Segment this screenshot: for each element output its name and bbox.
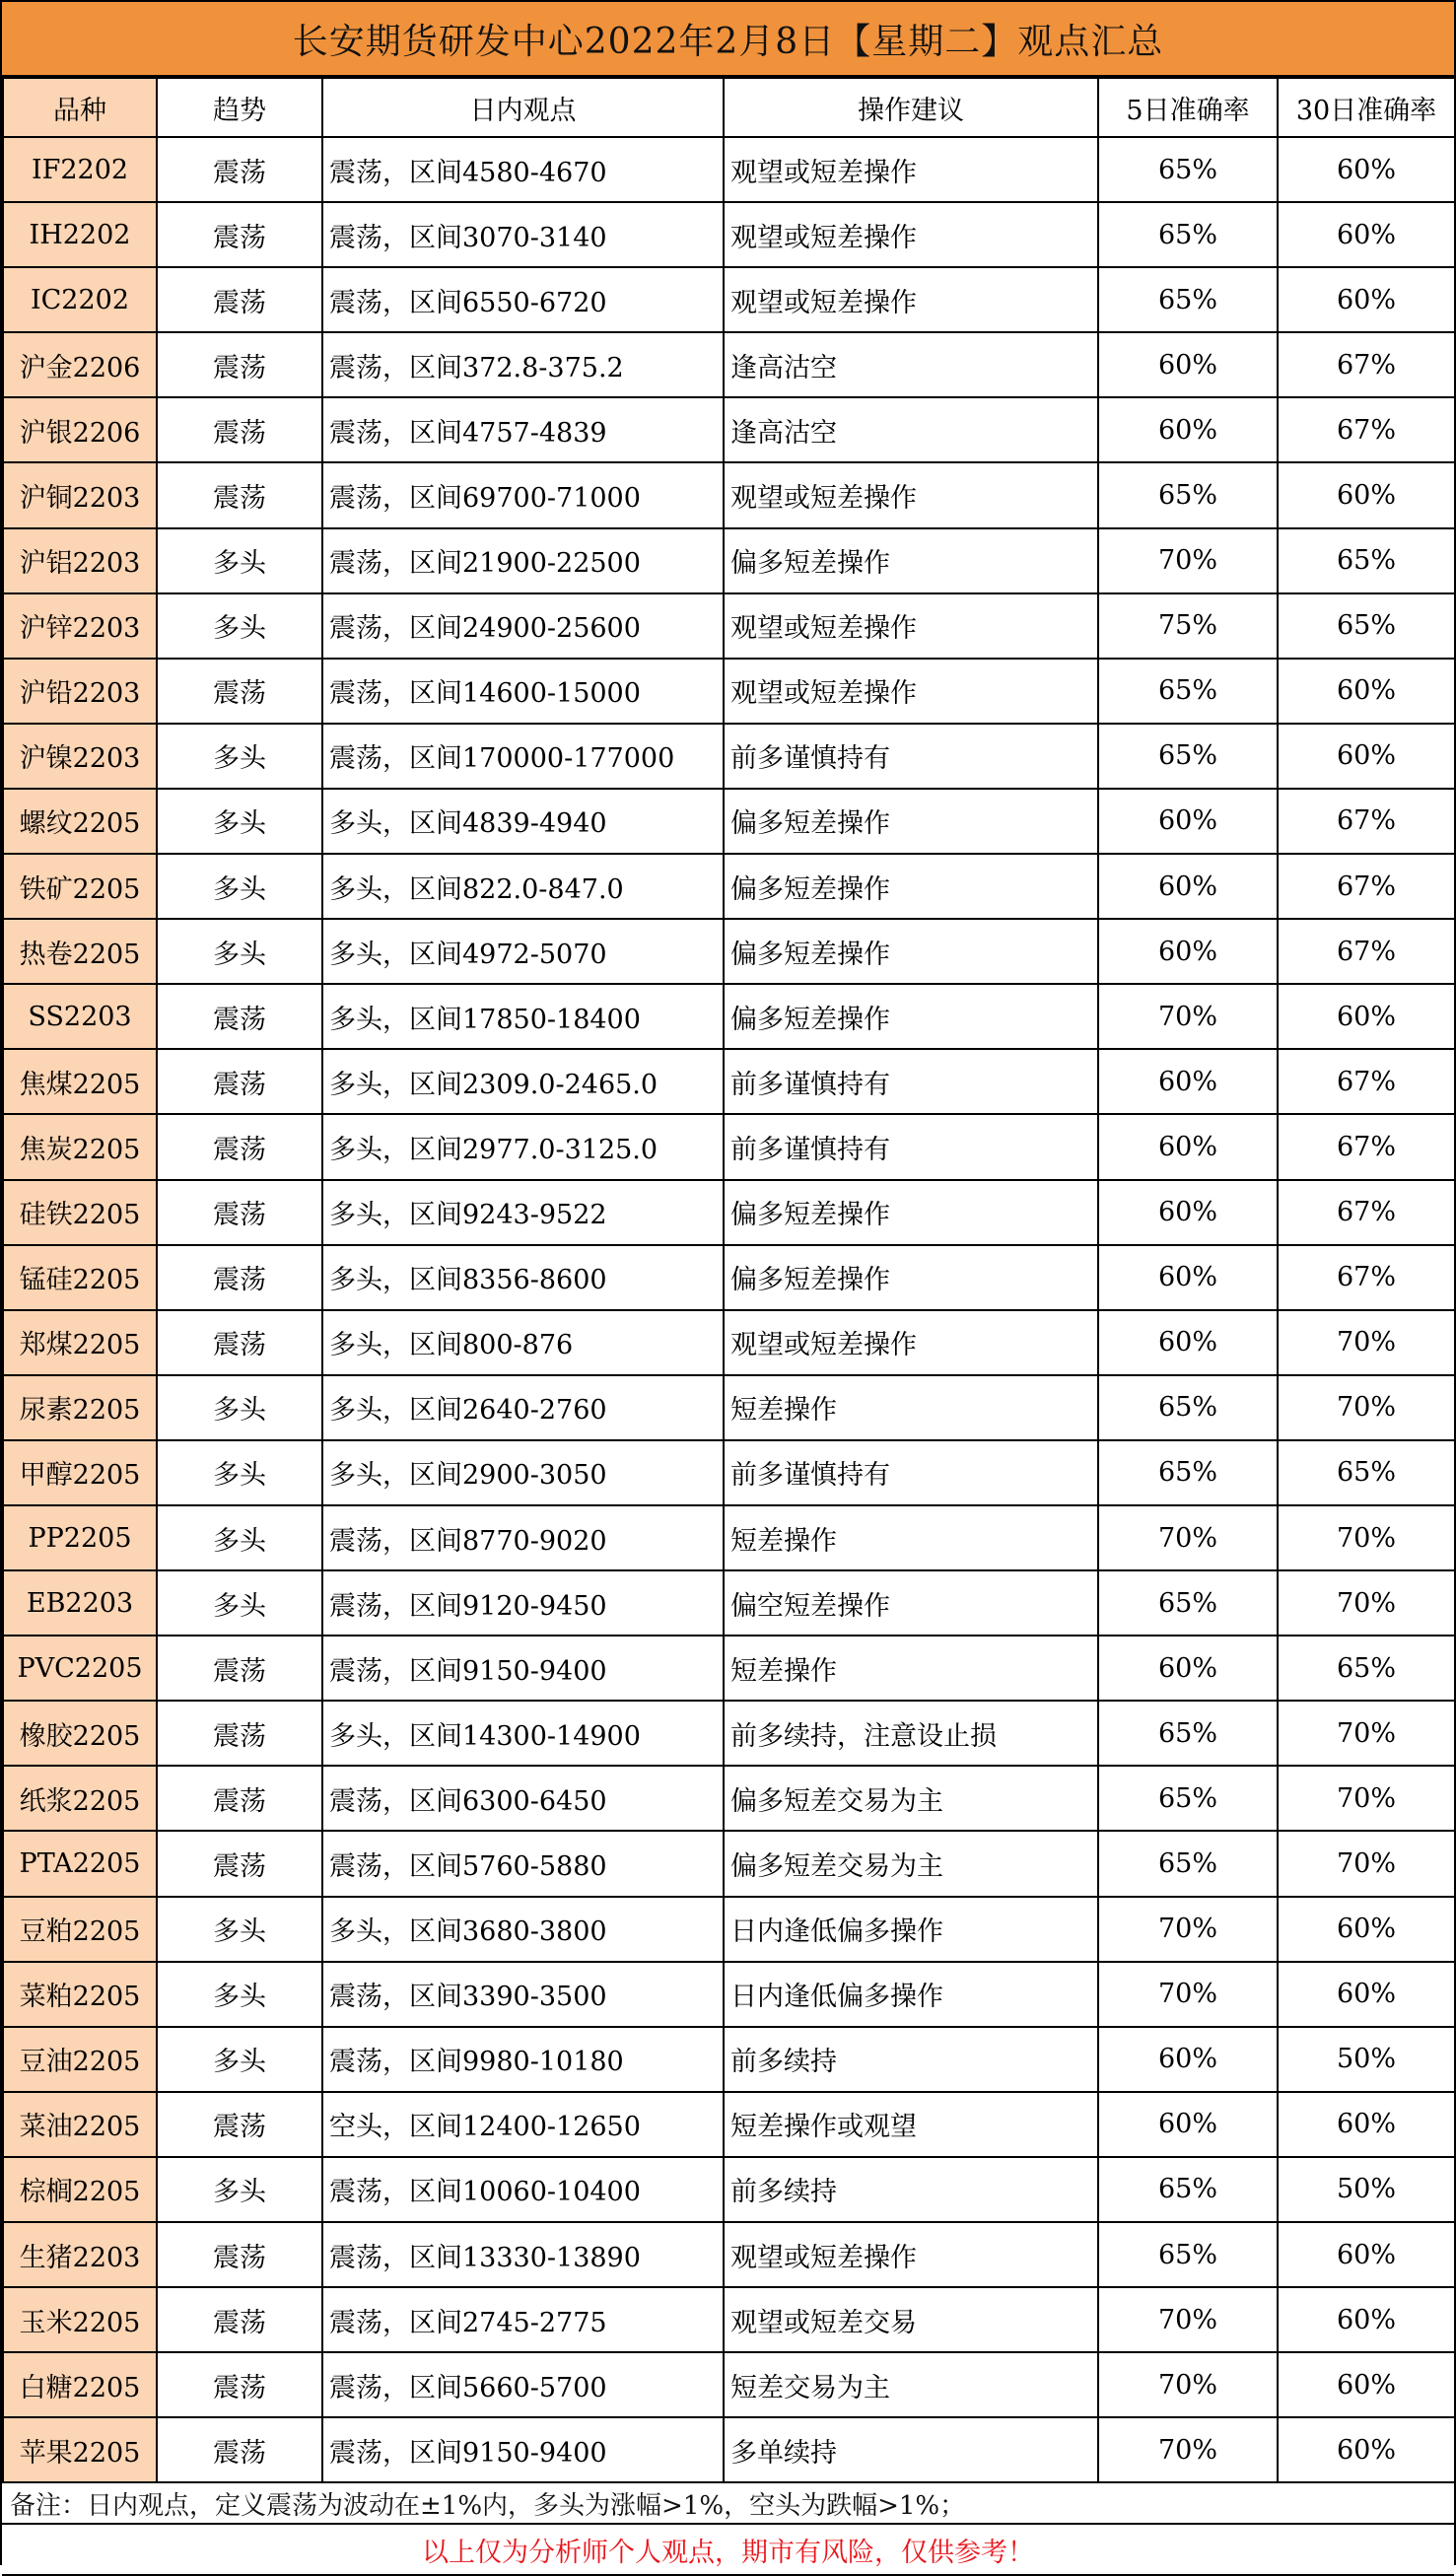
accuracy-30day-cell: 65% <box>1278 1440 1455 1505</box>
table-row <box>3 854 1455 919</box>
suggestion-cell: 日内逢低偏多操作 <box>724 1962 1098 2027</box>
variety-cell: 焦煤2205 <box>3 1049 157 1114</box>
variety-cell: 锰硅2205 <box>3 1245 157 1310</box>
suggestion-cell: 逢高沽空 <box>724 397 1098 462</box>
table-row <box>3 1570 1455 1636</box>
intraday-view-cell: 多头，区间2640-2760 <box>322 1375 724 1440</box>
trend-cell: 多头 <box>157 1505 322 1570</box>
footnote: 备注：日内观点，定义震荡为波动在±1%内，多头为涨幅>1%，空头为跌幅>1%； <box>2 2483 1454 2525</box>
trend-cell: 震荡 <box>157 332 322 397</box>
trend-cell: 多头 <box>157 593 322 659</box>
accuracy-30day-cell: 60% <box>1278 2222 1455 2287</box>
variety-cell: 沪铅2203 <box>3 659 157 724</box>
accuracy-5day-cell: 65% <box>1098 1701 1278 1766</box>
table-row <box>3 1310 1455 1375</box>
table-row <box>3 2092 1455 2157</box>
accuracy-5day-cell: 65% <box>1098 1440 1278 1505</box>
accuracy-30day-cell: 60% <box>1278 1962 1455 2027</box>
trend-cell: 震荡 <box>157 2352 322 2417</box>
table-row <box>3 659 1455 724</box>
trend-cell: 震荡 <box>157 984 322 1049</box>
trend-cell: 震荡 <box>157 1701 322 1766</box>
variety-cell: PP2205 <box>3 1505 157 1570</box>
trend-cell: 震荡 <box>157 397 322 462</box>
trend-cell: 震荡 <box>157 659 322 724</box>
variety-cell: 铁矿2205 <box>3 854 157 919</box>
trend-cell: 多头 <box>157 1962 322 2027</box>
intraday-view-cell: 震荡，区间8770-9020 <box>322 1505 724 1570</box>
suggestion-cell: 偏多短差操作 <box>724 789 1098 854</box>
suggestion-cell: 偏多短差交易为主 <box>724 1766 1098 1831</box>
intraday-view-cell: 震荡，区间9150-9400 <box>322 2417 724 2482</box>
variety-cell: 沪铝2203 <box>3 528 157 593</box>
trend-cell: 震荡 <box>157 1180 322 1245</box>
suggestion-cell: 偏多短差交易为主 <box>724 1831 1098 1896</box>
suggestion-cell: 偏多短差操作 <box>724 854 1098 919</box>
intraday-view-cell: 震荡，区间3390-3500 <box>322 1962 724 2027</box>
table-row <box>3 202 1455 267</box>
variety-cell: 沪金2206 <box>3 332 157 397</box>
intraday-view-cell: 多头，区间3680-3800 <box>322 1897 724 1962</box>
suggestion-cell: 偏多短差操作 <box>724 984 1098 1049</box>
accuracy-5day-cell: 70% <box>1098 1505 1278 1570</box>
risk-disclaimer: 以上仅为分析师个人观点，期市有风险，仅供参考！ <box>2 2525 1454 2576</box>
variety-cell: IH2202 <box>3 202 157 267</box>
intraday-view-cell: 震荡，区间9120-9450 <box>322 1570 724 1636</box>
intraday-view-cell: 空头，区间12400-12650 <box>322 2092 724 2157</box>
table-row <box>3 2287 1455 2352</box>
suggestion-cell: 观望或短差操作 <box>724 593 1098 659</box>
variety-cell: 郑煤2205 <box>3 1310 157 1375</box>
table-row <box>3 528 1455 593</box>
trend-cell: 多头 <box>157 854 322 919</box>
variety-cell: 生猪2203 <box>3 2222 157 2287</box>
intraday-view-cell: 震荡，区间10060-10400 <box>322 2157 724 2222</box>
table-row <box>3 2417 1455 2482</box>
variety-cell: 苹果2205 <box>3 2417 157 2482</box>
intraday-view-cell: 多头，区间8356-8600 <box>322 1245 724 1310</box>
intraday-view-cell: 震荡，区间13330-13890 <box>322 2222 724 2287</box>
accuracy-30day-cell: 65% <box>1278 1636 1455 1701</box>
accuracy-30day-cell: 67% <box>1278 397 1455 462</box>
table-row <box>3 1049 1455 1114</box>
header-variety: 品种 <box>3 78 157 137</box>
table-row <box>3 1505 1455 1570</box>
accuracy-5day-cell: 60% <box>1098 1180 1278 1245</box>
suggestion-cell: 日内逢低偏多操作 <box>724 1897 1098 1962</box>
accuracy-30day-cell: 70% <box>1278 1766 1455 1831</box>
intraday-view-cell: 震荡，区间2745-2775 <box>322 2287 724 2352</box>
accuracy-30day-cell: 60% <box>1278 984 1455 1049</box>
intraday-view-cell: 震荡，区间4580-4670 <box>322 137 724 202</box>
accuracy-30day-cell: 70% <box>1278 1505 1455 1570</box>
suggestion-cell: 偏多短差操作 <box>724 528 1098 593</box>
table-row <box>3 593 1455 659</box>
accuracy-5day-cell: 65% <box>1098 659 1278 724</box>
suggestion-cell: 短差交易为主 <box>724 2352 1098 2417</box>
table-row <box>3 267 1455 332</box>
table-row <box>3 2352 1455 2417</box>
accuracy-30day-cell: 70% <box>1278 1701 1455 1766</box>
suggestion-cell: 前多续持，注意设止损 <box>724 1701 1098 1766</box>
variety-cell: 尿素2205 <box>3 1375 157 1440</box>
accuracy-5day-cell: 60% <box>1098 854 1278 919</box>
accuracy-5day-cell: 70% <box>1098 1962 1278 2027</box>
table-row <box>3 1962 1455 2027</box>
intraday-view-cell: 震荡，区间9980-10180 <box>322 2027 724 2092</box>
trend-cell: 震荡 <box>157 202 322 267</box>
trend-cell: 多头 <box>157 1375 322 1440</box>
accuracy-5day-cell: 60% <box>1098 2027 1278 2092</box>
intraday-view-cell: 震荡，区间21900-22500 <box>322 528 724 593</box>
intraday-view-cell: 多头，区间2900-3050 <box>322 1440 724 1505</box>
intraday-view-cell: 震荡，区间69700-71000 <box>322 462 724 527</box>
accuracy-30day-cell: 60% <box>1278 2417 1455 2482</box>
variety-cell: 甲醇2205 <box>3 1440 157 1505</box>
intraday-view-cell: 震荡，区间6300-6450 <box>322 1766 724 1831</box>
accuracy-5day-cell: 70% <box>1098 984 1278 1049</box>
variety-cell: 沪银2206 <box>3 397 157 462</box>
accuracy-30day-cell: 70% <box>1278 1310 1455 1375</box>
trend-cell: 震荡 <box>157 267 322 332</box>
accuracy-5day-cell: 70% <box>1098 528 1278 593</box>
variety-cell: 螺纹2205 <box>3 789 157 854</box>
variety-cell: 沪锌2203 <box>3 593 157 659</box>
suggestion-cell: 前多谨慎持有 <box>724 1440 1098 1505</box>
intraday-view-cell: 震荡，区间170000-177000 <box>322 724 724 789</box>
trend-cell: 多头 <box>157 919 322 984</box>
intraday-view-cell: 多头，区间822.0-847.0 <box>322 854 724 919</box>
intraday-view-cell: 震荡，区间6550-6720 <box>322 267 724 332</box>
accuracy-5day-cell: 60% <box>1098 1636 1278 1701</box>
suggestion-cell: 观望或短差操作 <box>724 462 1098 527</box>
accuracy-5day-cell: 60% <box>1098 1049 1278 1114</box>
accuracy-30day-cell: 65% <box>1278 528 1455 593</box>
accuracy-5day-cell: 60% <box>1098 1245 1278 1310</box>
header-5day-accuracy: 5日准确率 <box>1098 78 1278 137</box>
intraday-view-cell: 多头，区间4972-5070 <box>322 919 724 984</box>
intraday-view-cell: 多头，区间9243-9522 <box>322 1180 724 1245</box>
header-row <box>3 78 1455 137</box>
intraday-view-cell: 震荡，区间4757-4839 <box>322 397 724 462</box>
trend-cell: 震荡 <box>157 2222 322 2287</box>
suggestion-cell: 短差操作 <box>724 1375 1098 1440</box>
accuracy-30day-cell: 60% <box>1278 202 1455 267</box>
table-row <box>3 724 1455 789</box>
accuracy-30day-cell: 65% <box>1278 593 1455 659</box>
intraday-view-cell: 震荡，区间372.8-375.2 <box>322 332 724 397</box>
accuracy-5day-cell: 60% <box>1098 2092 1278 2157</box>
accuracy-5day-cell: 65% <box>1098 267 1278 332</box>
trend-cell: 震荡 <box>157 2417 322 2482</box>
suggestion-cell: 逢高沽空 <box>724 332 1098 397</box>
trend-cell: 多头 <box>157 2157 322 2222</box>
trend-cell: 多头 <box>157 528 322 593</box>
trend-cell: 震荡 <box>157 2287 322 2352</box>
table-row <box>3 2027 1455 2092</box>
intraday-view-cell: 多头，区间2309.0-2465.0 <box>322 1049 724 1114</box>
variety-cell: 沪铜2203 <box>3 462 157 527</box>
accuracy-30day-cell: 67% <box>1278 854 1455 919</box>
table-row <box>3 2222 1455 2287</box>
table-row <box>3 2157 1455 2222</box>
suggestion-cell: 观望或短差交易 <box>724 2287 1098 2352</box>
suggestion-cell: 短差操作或观望 <box>724 2092 1098 2157</box>
suggestion-cell: 观望或短差操作 <box>724 267 1098 332</box>
accuracy-5day-cell: 65% <box>1098 1766 1278 1831</box>
variety-cell: 橡胶2205 <box>3 1701 157 1766</box>
table-row <box>3 1114 1455 1179</box>
accuracy-30day-cell: 67% <box>1278 919 1455 984</box>
table-row <box>3 1897 1455 1962</box>
suggestion-cell: 偏空短差操作 <box>724 1570 1098 1636</box>
variety-cell: IF2202 <box>3 137 157 202</box>
table-row <box>3 1440 1455 1505</box>
accuracy-5day-cell: 65% <box>1098 1375 1278 1440</box>
variety-cell: 玉米2205 <box>3 2287 157 2352</box>
trend-cell: 震荡 <box>157 2092 322 2157</box>
suggestion-cell: 前多谨慎持有 <box>724 1114 1098 1179</box>
trend-cell: 震荡 <box>157 462 322 527</box>
table-row <box>3 1180 1455 1245</box>
trend-cell: 多头 <box>157 1897 322 1962</box>
intraday-view-cell: 多头，区间17850-18400 <box>322 984 724 1049</box>
variety-cell: 棕榈2205 <box>3 2157 157 2222</box>
suggestion-cell: 观望或短差操作 <box>724 1310 1098 1375</box>
header-intraday-view: 日内观点 <box>322 78 724 137</box>
variety-cell: 纸浆2205 <box>3 1766 157 1831</box>
accuracy-30day-cell: 70% <box>1278 1831 1455 1896</box>
suggestion-cell: 观望或短差操作 <box>724 202 1098 267</box>
accuracy-5day-cell: 65% <box>1098 462 1278 527</box>
accuracy-5day-cell: 65% <box>1098 2157 1278 2222</box>
table-row <box>3 919 1455 984</box>
trend-cell: 震荡 <box>157 137 322 202</box>
accuracy-5day-cell: 65% <box>1098 202 1278 267</box>
accuracy-30day-cell: 60% <box>1278 724 1455 789</box>
suggestion-cell: 短差操作 <box>724 1636 1098 1701</box>
intraday-view-cell: 震荡，区间5660-5700 <box>322 2352 724 2417</box>
suggestion-cell: 前多谨慎持有 <box>724 724 1098 789</box>
table-row <box>3 1636 1455 1701</box>
trend-cell: 震荡 <box>157 1114 322 1179</box>
suggestion-cell: 偏多短差操作 <box>724 1245 1098 1310</box>
intraday-view-cell: 多头，区间4839-4940 <box>322 789 724 854</box>
trend-cell: 震荡 <box>157 1636 322 1701</box>
trend-cell: 多头 <box>157 2027 322 2092</box>
intraday-view-cell: 震荡，区间9150-9400 <box>322 1636 724 1701</box>
accuracy-30day-cell: 60% <box>1278 137 1455 202</box>
page-title: 长安期货研发中心2022年2月8日【星期二】观点汇总 <box>2 0 1454 77</box>
trend-cell: 震荡 <box>157 1766 322 1831</box>
accuracy-30day-cell: 50% <box>1278 2027 1455 2092</box>
variety-cell: 热卷2205 <box>3 919 157 984</box>
table-row <box>3 1375 1455 1440</box>
accuracy-30day-cell: 60% <box>1278 462 1455 527</box>
trend-cell: 震荡 <box>157 1049 322 1114</box>
accuracy-5day-cell: 70% <box>1098 2352 1278 2417</box>
accuracy-5day-cell: 65% <box>1098 2222 1278 2287</box>
accuracy-30day-cell: 67% <box>1278 1114 1455 1179</box>
table-row <box>3 1831 1455 1896</box>
suggestion-cell: 前多续持 <box>724 2027 1098 2092</box>
table-row <box>3 462 1455 527</box>
suggestion-cell: 偏多短差操作 <box>724 1180 1098 1245</box>
suggestion-cell: 观望或短差操作 <box>724 659 1098 724</box>
accuracy-5day-cell: 65% <box>1098 724 1278 789</box>
trend-cell: 多头 <box>157 724 322 789</box>
viewpoint-table <box>2 77 1456 2483</box>
intraday-view-cell: 震荡，区间5760-5880 <box>322 1831 724 1896</box>
table-row <box>3 332 1455 397</box>
accuracy-30day-cell: 67% <box>1278 1180 1455 1245</box>
suggestion-cell: 前多续持 <box>724 2157 1098 2222</box>
accuracy-5day-cell: 60% <box>1098 332 1278 397</box>
accuracy-5day-cell: 60% <box>1098 1114 1278 1179</box>
suggestion-cell: 短差操作 <box>724 1505 1098 1570</box>
variety-cell: SS2203 <box>3 984 157 1049</box>
accuracy-5day-cell: 65% <box>1098 137 1278 202</box>
suggestion-cell: 观望或短差操作 <box>724 137 1098 202</box>
accuracy-5day-cell: 65% <box>1098 1570 1278 1636</box>
accuracy-30day-cell: 70% <box>1278 1375 1455 1440</box>
header-30day-accuracy: 30日准确率 <box>1278 78 1455 137</box>
intraday-view-cell: 震荡，区间14600-15000 <box>322 659 724 724</box>
table-row <box>3 397 1455 462</box>
suggestion-cell: 偏多短差操作 <box>724 919 1098 984</box>
variety-cell: 沪镍2203 <box>3 724 157 789</box>
suggestion-cell: 前多谨慎持有 <box>724 1049 1098 1114</box>
accuracy-5day-cell: 60% <box>1098 919 1278 984</box>
trend-cell: 震荡 <box>157 1245 322 1310</box>
accuracy-30day-cell: 60% <box>1278 2352 1455 2417</box>
variety-cell: EB2203 <box>3 1570 157 1636</box>
intraday-view-cell: 多头，区间14300-14900 <box>322 1701 724 1766</box>
intraday-view-cell: 多头，区间800-876 <box>322 1310 724 1375</box>
accuracy-30day-cell: 67% <box>1278 789 1455 854</box>
variety-cell: IC2202 <box>3 267 157 332</box>
accuracy-30day-cell: 60% <box>1278 2287 1455 2352</box>
variety-cell: 菜油2205 <box>3 2092 157 2157</box>
suggestion-cell: 观望或短差操作 <box>724 2222 1098 2287</box>
accuracy-30day-cell: 67% <box>1278 1245 1455 1310</box>
accuracy-30day-cell: 50% <box>1278 2157 1455 2222</box>
accuracy-30day-cell: 70% <box>1278 1570 1455 1636</box>
suggestion-cell: 多单续持 <box>724 2417 1098 2482</box>
variety-cell: 白糖2205 <box>3 2352 157 2417</box>
accuracy-5day-cell: 60% <box>1098 397 1278 462</box>
variety-cell: 硅铁2205 <box>3 1180 157 1245</box>
table-row <box>3 789 1455 854</box>
accuracy-30day-cell: 60% <box>1278 1897 1455 1962</box>
trend-cell: 多头 <box>157 1570 322 1636</box>
header-trend: 趋势 <box>157 78 322 137</box>
trend-cell: 震荡 <box>157 1831 322 1896</box>
variety-cell: PVC2205 <box>3 1636 157 1701</box>
accuracy-5day-cell: 75% <box>1098 593 1278 659</box>
accuracy-30day-cell: 60% <box>1278 2092 1455 2157</box>
variety-cell: 菜粕2205 <box>3 1962 157 2027</box>
table-row <box>3 137 1455 202</box>
header-suggestion: 操作建议 <box>724 78 1098 137</box>
accuracy-30day-cell: 60% <box>1278 659 1455 724</box>
accuracy-5day-cell: 70% <box>1098 2287 1278 2352</box>
accuracy-5day-cell: 70% <box>1098 1897 1278 1962</box>
accuracy-30day-cell: 67% <box>1278 1049 1455 1114</box>
variety-cell: 焦炭2205 <box>3 1114 157 1179</box>
trend-cell: 震荡 <box>157 1310 322 1375</box>
accuracy-5day-cell: 60% <box>1098 789 1278 854</box>
intraday-view-cell: 震荡，区间24900-25600 <box>322 593 724 659</box>
accuracy-5day-cell: 65% <box>1098 1831 1278 1896</box>
variety-cell: PTA2205 <box>3 1831 157 1896</box>
accuracy-5day-cell: 70% <box>1098 2417 1278 2482</box>
table-row <box>3 1701 1455 1766</box>
accuracy-30day-cell: 67% <box>1278 332 1455 397</box>
table-row <box>3 984 1455 1049</box>
variety-cell: 豆油2205 <box>3 2027 157 2092</box>
accuracy-5day-cell: 60% <box>1098 1310 1278 1375</box>
variety-cell: 豆粕2205 <box>3 1897 157 1962</box>
trend-cell: 多头 <box>157 1440 322 1505</box>
table-row <box>3 1766 1455 1831</box>
trend-cell: 多头 <box>157 789 322 854</box>
intraday-view-cell: 多头，区间2977.0-3125.0 <box>322 1114 724 1179</box>
accuracy-30day-cell: 60% <box>1278 267 1455 332</box>
intraday-view-cell: 震荡，区间3070-3140 <box>322 202 724 267</box>
table-row <box>3 1245 1455 1310</box>
